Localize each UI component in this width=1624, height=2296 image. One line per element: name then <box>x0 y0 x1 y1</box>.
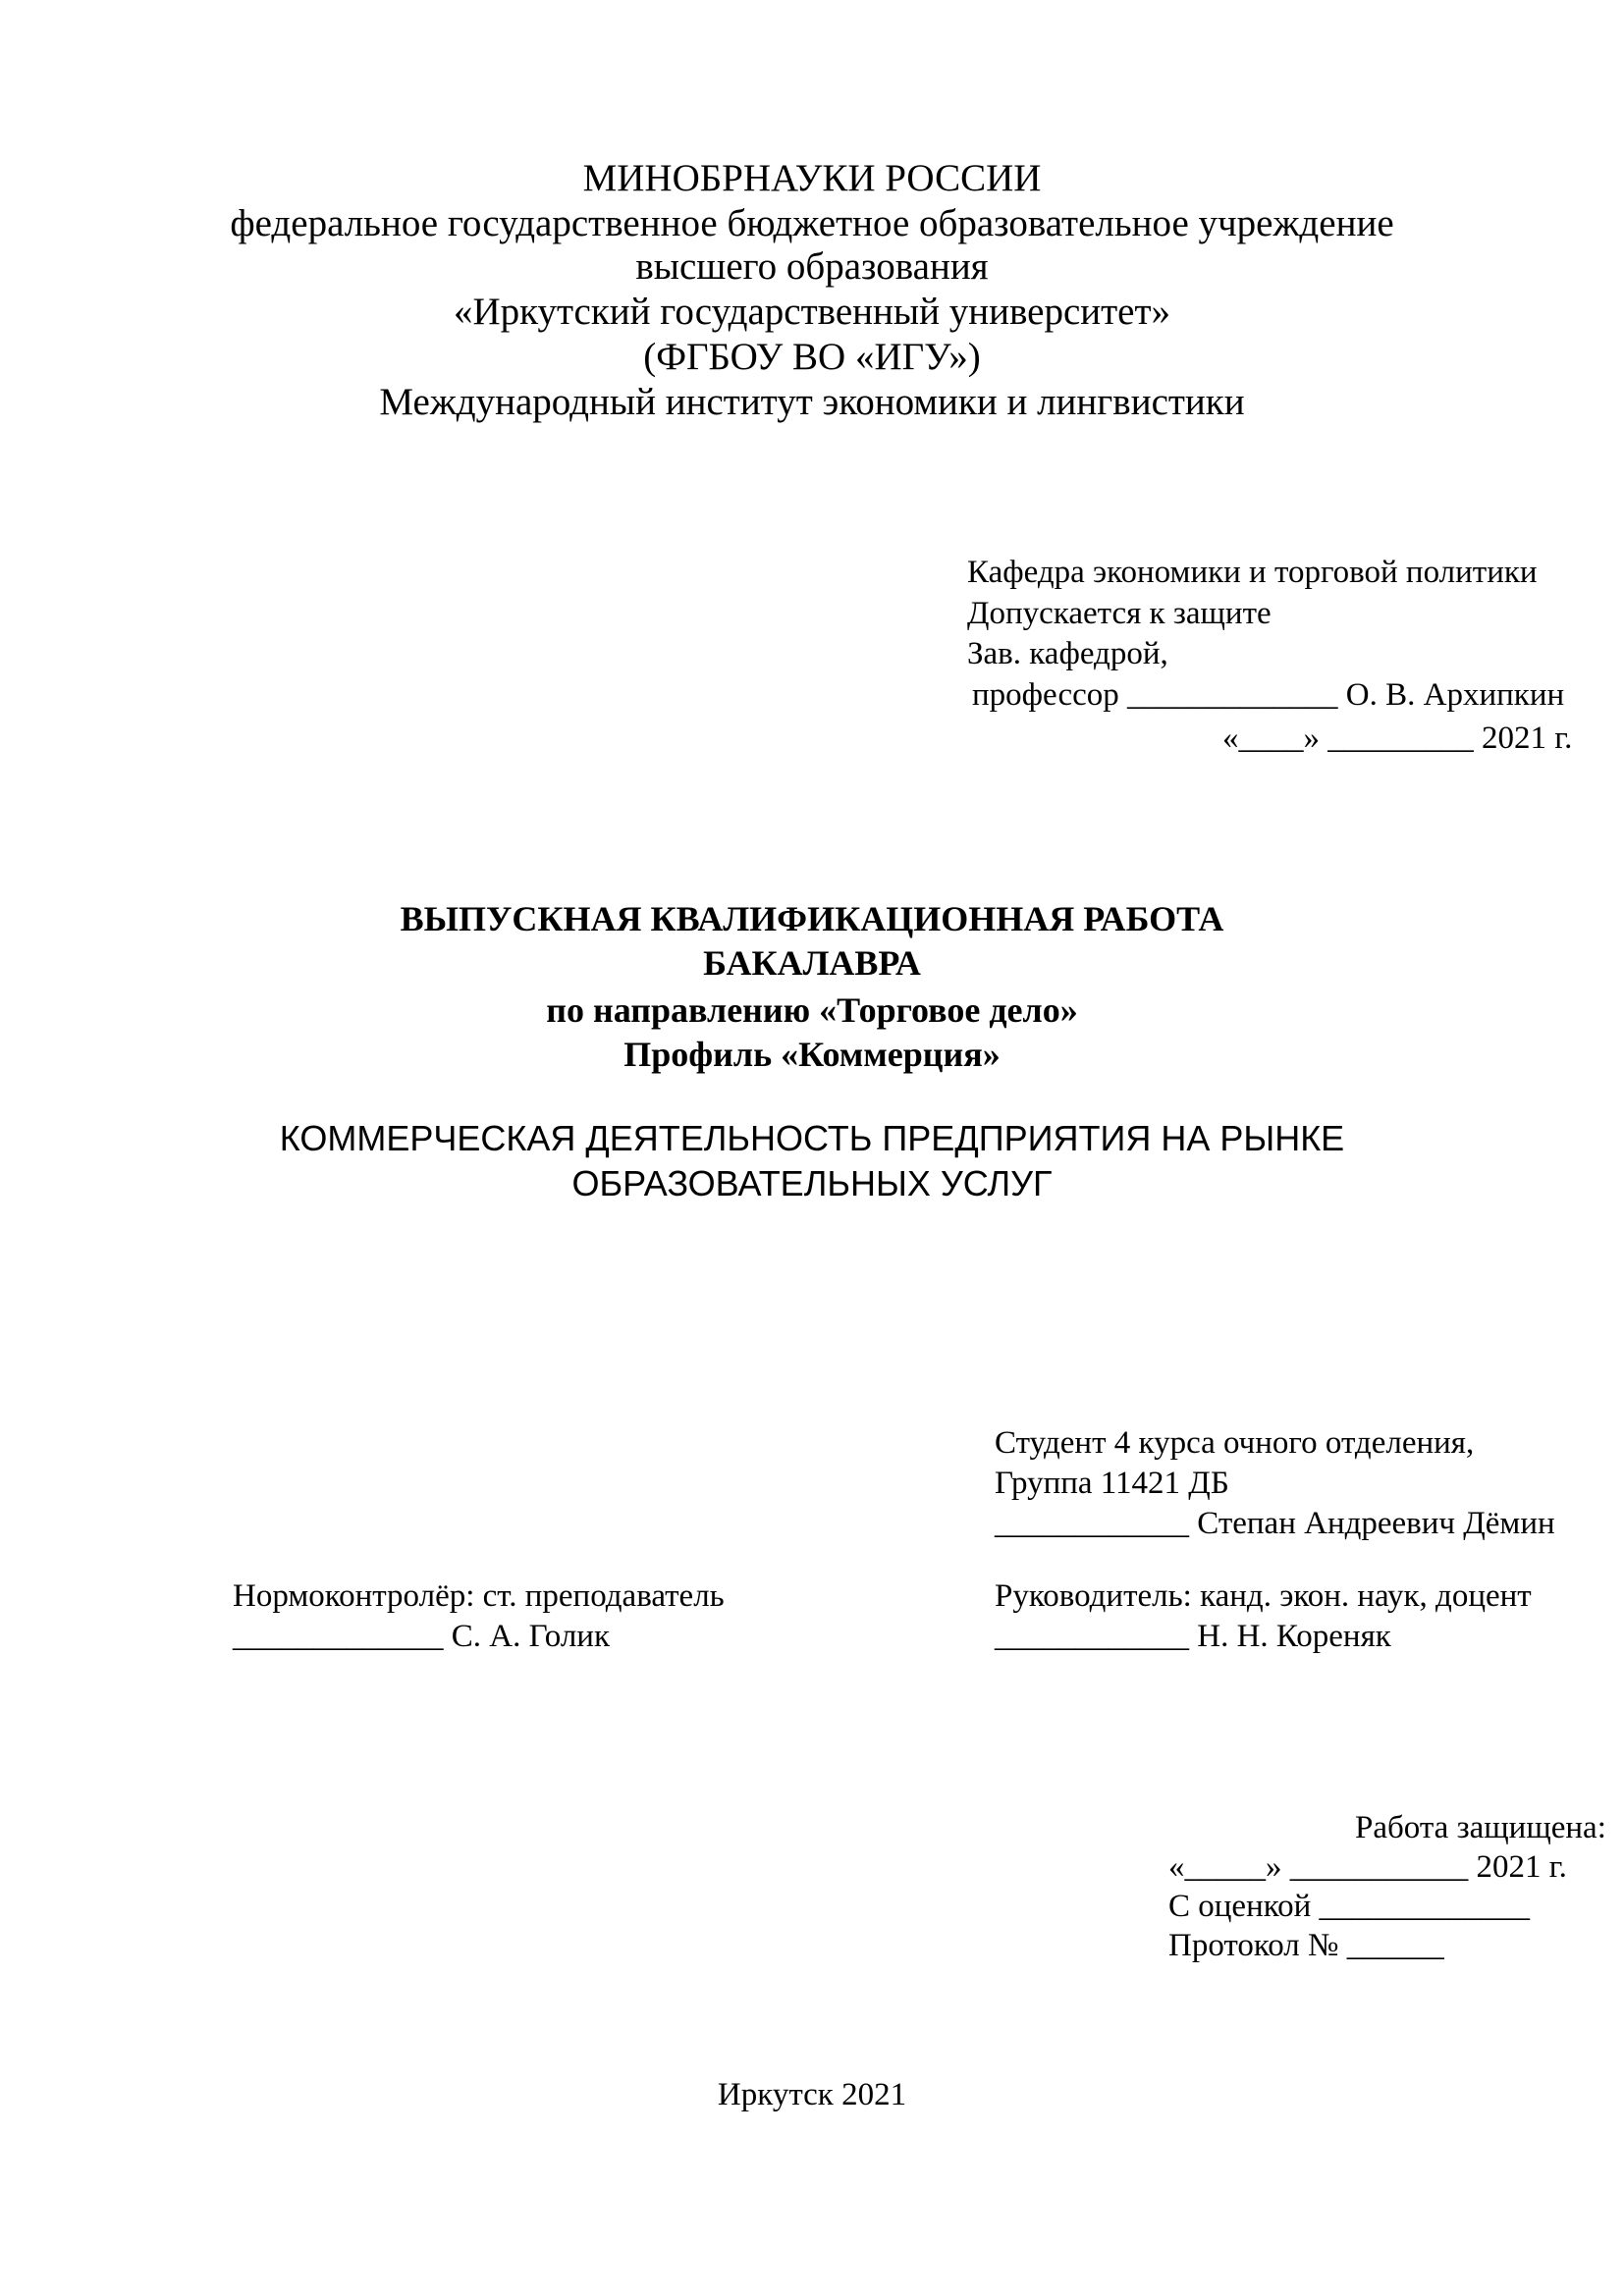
work-type-title: ВЫПУСКНАЯ КВАЛИФИКАЦИОННАЯ РАБОТА <box>400 899 1224 938</box>
university-name: «Иркутский государственный университет» <box>453 291 1171 333</box>
education-level: высшего образования <box>635 245 989 288</box>
defense-grade-line: С оценкой _____________ <box>1168 1889 1530 1924</box>
student-signature-line: ____________ Степан Андреевич Дёмин <box>995 1506 1555 1541</box>
supervisor-signature-line: ____________ Н. Н. Кореняк <box>995 1619 1391 1654</box>
defense-protocol-line: Протокол № ______ <box>1168 1928 1444 1963</box>
study-profile: Профиль «Коммерция» <box>623 1035 1001 1074</box>
normocontrol-signature-line: _____________ С. А. Голик <box>233 1619 610 1654</box>
normocontrol-role: Нормоконтролёр: ст. преподаватель <box>233 1578 725 1614</box>
ministry-heading: МИНОБРНАУКИ РОССИИ <box>582 157 1042 199</box>
thesis-topic-line1: КОММЕРЧЕСКАЯ ДЕЯТЕЛЬНОСТЬ ПРЕДПРИЯТИЯ НА РЫНКЕ <box>279 1118 1345 1158</box>
admitted-to-defense: Допускается к защите <box>967 596 1272 631</box>
supervisor-role: Руководитель: канд. экон. наук, доцент <box>995 1578 1532 1614</box>
student-group: Группа 11421 ДБ <box>995 1466 1229 1501</box>
defense-status: Работа защищена: <box>1355 1810 1606 1845</box>
defense-date-line: «_____» ___________ 2021 г. <box>1168 1849 1567 1885</box>
university-abbreviation: (ФГБОУ ВО «ИГУ») <box>643 336 981 378</box>
degree-title: БАКАЛАВРА <box>703 943 921 983</box>
approval-date-line: «____» _________ 2021 г. <box>1222 721 1573 756</box>
institution-type: федеральное государственное бюджетное образовательное учреждение <box>230 202 1394 244</box>
student-course: Студент 4 курса очного отделения, <box>995 1425 1475 1461</box>
head-signature-line: профессор _____________ О. В. Архипкин <box>972 677 1565 713</box>
study-direction: по направлению «Торговое дело» <box>546 990 1078 1030</box>
head-of-department: Зав. кафедрой, <box>967 636 1168 671</box>
city-year: Иркутск 2021 <box>717 2077 907 2112</box>
thesis-topic-line2: ОБРАЗОВАТЕЛЬНЫХ УСЛУГ <box>571 1163 1053 1203</box>
department-name: Кафедра экономики и торговой политики <box>967 555 1538 590</box>
institute-name: Международный институт экономики и лингвистики <box>379 381 1245 423</box>
